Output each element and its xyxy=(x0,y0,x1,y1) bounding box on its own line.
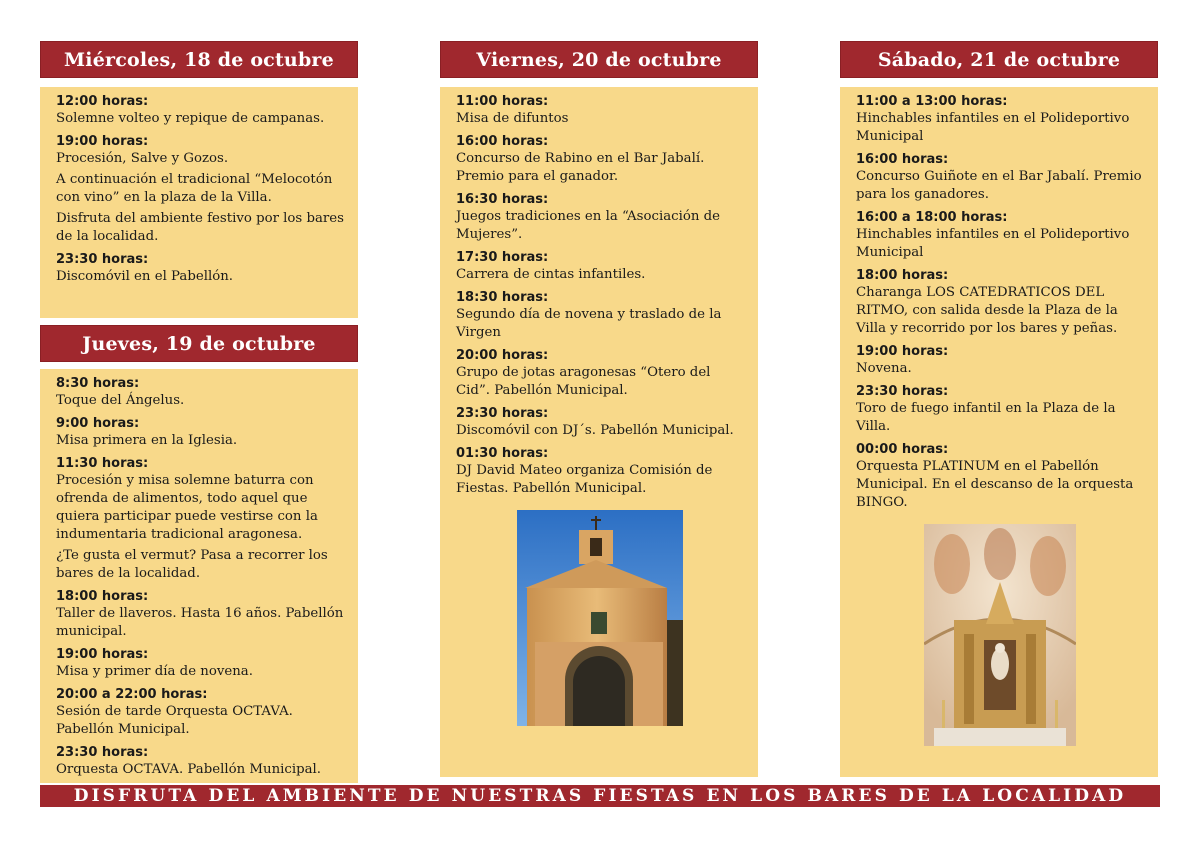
event-description: Hinchables infantiles en el Polideportivo Municipal xyxy=(856,227,1130,260)
schedule-entry xyxy=(56,93,344,128)
event-description: Grupo de jotas aragonesas “Otero del Cid”. Pabellón Municipal. xyxy=(456,365,711,398)
event-description: Hinchables infantiles en el Polideportivo Municipal xyxy=(856,111,1130,144)
event-time: 18:00 horas: xyxy=(856,268,949,283)
schedule-panel-jueves xyxy=(40,369,358,783)
event-description: DJ David Mateo organiza Comisión de Fiestas. Pabellón Municipal. xyxy=(456,463,713,496)
chapel-photo xyxy=(517,510,683,726)
event-time: 01:30 horas: xyxy=(456,446,549,461)
event-description: Concurso de Rabino en el Bar Jabalí. Premio para el ganador. xyxy=(456,151,705,184)
event-description: Solemne volteo y repique de campanas. xyxy=(56,111,325,126)
event-time: 18:30 horas: xyxy=(456,290,549,305)
schedule-entry xyxy=(456,249,744,284)
schedule-panel-viernes xyxy=(440,87,758,777)
column-saturday xyxy=(840,41,1158,777)
event-time: 19:00 horas: xyxy=(56,134,149,149)
event-description: Misa primera en la Iglesia. xyxy=(56,433,238,448)
event-time: 16:00 horas: xyxy=(856,152,949,167)
schedule-entry xyxy=(56,686,344,739)
event-description: Concurso Guiñote en el Bar Jabalí. Premio para los ganadores. xyxy=(856,169,1142,202)
event-description: Novena. xyxy=(856,361,912,376)
schedule-entry xyxy=(856,151,1144,204)
event-description: Charanga LOS CATEDRATICOS DEL RITMO, con salida desde la Plaza de la Villa y recorrido por los bares y peñas. xyxy=(856,285,1118,336)
schedule-entry xyxy=(856,209,1144,262)
schedule-entry xyxy=(56,588,344,641)
schedule-entry xyxy=(456,405,744,440)
column-friday xyxy=(440,41,758,777)
schedule-entry xyxy=(856,343,1144,378)
event-time: 18:00 horas: xyxy=(56,589,149,604)
schedule-entry xyxy=(56,375,344,410)
column-wednesday-thursday xyxy=(40,41,358,783)
event-description: Orquesta PLATINUM en el Pabellón Municipal. En el descanso de la orquesta BINGO. xyxy=(856,459,1134,510)
event-description: Procesión y misa solemne baturra con ofrenda de alimentos, todo aquel que quiera participar puede vestirse con la indumentaria tradicional aragonesa. xyxy=(56,473,318,542)
event-time: 17:30 horas: xyxy=(456,250,549,265)
event-time: 12:00 horas: xyxy=(56,94,149,109)
schedule-entry xyxy=(456,191,744,244)
event-description: Discomóvil en el Pabellón. xyxy=(56,269,234,284)
event-time: 9:00 horas: xyxy=(56,416,140,431)
event-description: Taller de llaveros. Hasta 16 años. Pabellón municipal. xyxy=(56,606,344,639)
day-header-jueves: Jueves, 19 de octubre xyxy=(40,325,358,362)
schedule-panel-sabado xyxy=(840,87,1158,777)
event-time: 20:00 a 22:00 horas: xyxy=(56,687,208,702)
event-description: Toro de fuego infantil en la Plaza de la Villa. xyxy=(856,401,1116,434)
event-description: Procesión, Salve y Gozos. xyxy=(56,151,229,166)
event-time: 19:00 horas: xyxy=(56,647,149,662)
schedule-entry xyxy=(456,347,744,400)
altar-photo xyxy=(924,524,1076,746)
schedule-entry xyxy=(56,455,344,583)
schedule-panel-miercoles xyxy=(40,87,358,318)
day-header-viernes: Viernes, 20 de octubre xyxy=(440,41,758,78)
day-header-miercoles: Miércoles, 18 de octubre xyxy=(40,41,358,78)
schedule-entry xyxy=(456,133,744,186)
schedule-entry xyxy=(856,441,1144,512)
event-description: Segundo día de novena y traslado de la Virgen xyxy=(456,307,722,340)
schedule-entry xyxy=(56,415,344,450)
event-description: Misa y primer día de novena. xyxy=(56,664,253,679)
footer-banner: DISFRUTA DEL AMBIENTE DE NUESTRAS FIESTAS EN LOS BARES DE LA LOCALIDAD xyxy=(40,785,1160,807)
schedule-entry xyxy=(56,251,344,286)
schedule-entry xyxy=(56,744,344,779)
event-time: 00:00 horas: xyxy=(856,442,949,457)
event-time: 16:00 a 18:00 horas: xyxy=(856,210,1008,225)
event-description: Toque del Ángelus. xyxy=(56,393,185,408)
schedule-entry xyxy=(856,93,1144,146)
event-description: Juegos tradiciones en la “Asociación de Mujeres”. xyxy=(456,209,720,242)
schedule-entry xyxy=(856,267,1144,338)
event-time: 8:30 horas: xyxy=(56,376,140,391)
event-description: Discomóvil con DJ´s. Pabellón Municipal. xyxy=(456,423,734,438)
schedule-entry xyxy=(456,289,744,342)
event-time: 16:00 horas: xyxy=(456,134,549,149)
schedule-entry xyxy=(856,383,1144,436)
event-description: Orquesta OCTAVA. Pabellón Municipal. xyxy=(56,762,322,777)
schedule-entry xyxy=(456,93,744,128)
event-time: 11:00 a 13:00 horas: xyxy=(856,94,1008,109)
event-description: Sesión de tarde Orquesta OCTAVA. Pabellón Municipal. xyxy=(56,704,293,737)
day-header-sabado: Sábado, 21 de octubre xyxy=(840,41,1158,78)
event-time: 23:30 horas: xyxy=(456,406,549,421)
event-time: 11:30 horas: xyxy=(56,456,149,471)
event-description: Misa de difuntos xyxy=(456,111,569,126)
event-time: 23:30 horas: xyxy=(56,252,149,267)
schedule-entry xyxy=(56,133,344,246)
event-time: 20:00 horas: xyxy=(456,348,549,363)
event-description: Disfruta del ambiente festivo por los bares de la localidad. xyxy=(56,211,344,244)
event-time: 16:30 horas: xyxy=(456,192,549,207)
event-time: 19:00 horas: xyxy=(856,344,949,359)
event-description: A continuación el tradicional “Melocotón con vino” en la plaza de la Villa. xyxy=(56,172,333,205)
schedule-entry xyxy=(56,646,344,681)
event-time: 23:30 horas: xyxy=(56,745,149,760)
event-time: 11:00 horas: xyxy=(456,94,549,109)
schedule-entry xyxy=(456,445,744,498)
event-description: ¿Te gusta el vermut? Pasa a recorrer los bares de la localidad. xyxy=(56,548,328,581)
event-time: 23:30 horas: xyxy=(856,384,949,399)
event-description: Carrera de cintas infantiles. xyxy=(456,267,646,282)
